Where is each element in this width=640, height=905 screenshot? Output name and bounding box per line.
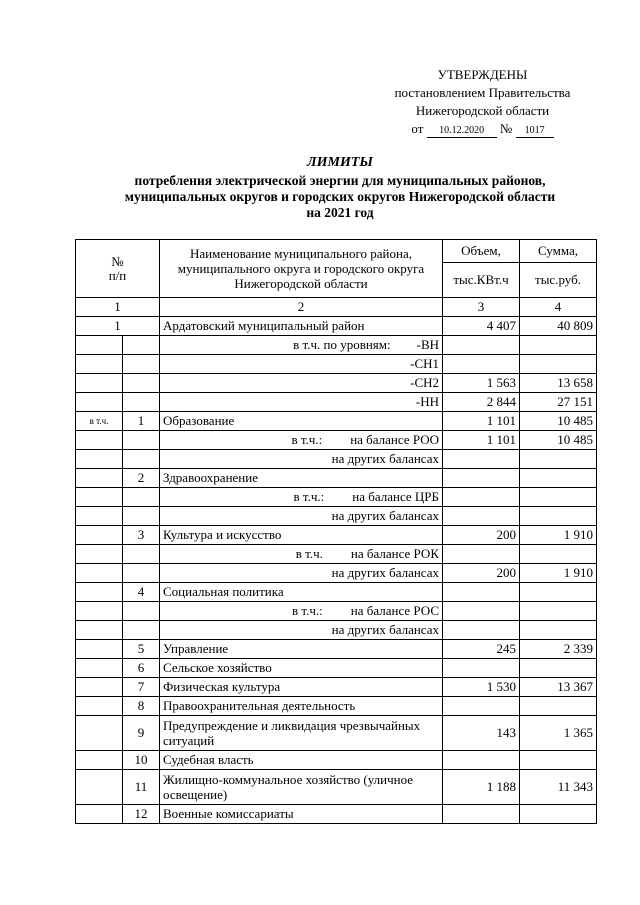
sector-other-row <box>76 564 597 583</box>
sector-row <box>76 526 597 545</box>
row-volume <box>443 659 520 678</box>
sector-volume <box>443 469 520 488</box>
level-sum <box>520 336 597 355</box>
row-num: 7 <box>123 678 160 697</box>
header-row <box>76 240 597 263</box>
document-title: ЛИМИТЫ <box>307 155 373 170</box>
col-number: 2 <box>160 298 443 317</box>
row-sum: 1 365 <box>520 716 597 751</box>
table-row <box>76 770 597 805</box>
level-name: -НН <box>160 393 443 412</box>
balance-other-label: на других балансах <box>160 507 443 526</box>
row-sum <box>520 659 597 678</box>
sector-volume: 1 101 <box>443 412 520 431</box>
limits-table <box>75 239 597 824</box>
balance-own-sum <box>520 545 597 564</box>
row-num: 8 <box>123 697 160 716</box>
sector-sub-label: в т.ч.: <box>292 603 323 618</box>
row-volume: 1 530 <box>443 678 520 697</box>
level-volume: 2 844 <box>443 393 520 412</box>
header-num: № п/п <box>76 240 160 298</box>
header-volume: Объем, <box>443 240 520 263</box>
row-sum: 2 339 <box>520 640 597 659</box>
row-num: 10 <box>123 751 160 770</box>
sector-sub-label: в т.ч. <box>295 546 323 561</box>
column-numbers-row <box>76 298 597 317</box>
header-name: Наименование муниципального района, муниципального округа и городского округа Нижегородской области <box>160 240 443 298</box>
table-row <box>76 697 597 716</box>
document-subtitle-2: муниципальных округов и городских округов Нижегородской области <box>124 189 556 204</box>
balance-own-label: на балансе ЦРБ <box>352 489 439 504</box>
level-sum: 13 658 <box>520 374 597 393</box>
sector-name: Здравоохранение <box>160 469 443 488</box>
row-sum: 11 343 <box>520 770 597 805</box>
sector-sum: 10 485 <box>520 412 597 431</box>
col-number: 3 <box>443 298 520 317</box>
row-num: 6 <box>123 659 160 678</box>
balance-own-label: на балансе РОК <box>350 546 439 561</box>
row-volume: 143 <box>443 716 520 751</box>
balance-own-label: на балансе РОО <box>350 432 439 447</box>
row-num: 12 <box>123 805 160 824</box>
sector-other-row <box>76 507 597 526</box>
balance-other-volume <box>443 507 520 526</box>
row-sum <box>520 751 597 770</box>
approval-date-number <box>360 120 605 138</box>
sector-balance-row <box>76 488 597 507</box>
row-num: 5 <box>123 640 160 659</box>
level-row <box>76 355 597 374</box>
row-sum <box>520 697 597 716</box>
incl-mark: в т.ч. <box>76 412 123 431</box>
approval-block <box>360 66 605 138</box>
level-name: -ВН <box>416 337 439 352</box>
sector-sum <box>520 469 597 488</box>
table-row <box>76 659 597 678</box>
approval-region: Нижегородской области <box>415 103 550 118</box>
row-sum: 13 367 <box>520 678 597 697</box>
header-sum-unit: тыс.руб. <box>520 263 597 298</box>
document-subtitle-1: потребления электрической энергии для муниципальных районов, <box>134 173 546 188</box>
balance-own-sum <box>520 488 597 507</box>
sector-sub-label: в т.ч.: <box>293 489 325 504</box>
balance-own-sum <box>520 602 597 621</box>
table-row <box>76 751 597 770</box>
table-row <box>76 805 597 824</box>
table-row <box>76 716 597 751</box>
sector-name: Социальная политика <box>160 583 443 602</box>
district-num: 1 <box>76 317 160 336</box>
level-volume: 1 563 <box>443 374 520 393</box>
number-label: № <box>499 121 513 136</box>
balance-own-sum: 10 485 <box>520 431 597 450</box>
col-number: 1 <box>76 298 160 317</box>
sector-name: Образование <box>160 412 443 431</box>
sector-volume: 200 <box>443 526 520 545</box>
row-name: Предупреждение и ликвидация чрезвычайных ситуаций <box>160 716 443 751</box>
level-row <box>76 374 597 393</box>
sector-num: 3 <box>123 526 160 545</box>
balance-other-sum <box>520 621 597 640</box>
sector-num: 4 <box>123 583 160 602</box>
sector-row <box>76 469 597 488</box>
balance-own-volume: 1 101 <box>443 431 520 450</box>
from-label: от <box>411 121 424 136</box>
level-row <box>76 393 597 412</box>
row-volume <box>443 751 520 770</box>
approval-title: УТВЕРЖДЕНЫ <box>437 67 528 82</box>
level-volume <box>443 355 520 374</box>
level-sum: 27 151 <box>520 393 597 412</box>
row-num: 11 <box>123 770 160 805</box>
balance-own-volume <box>443 488 520 507</box>
col-number: 4 <box>520 298 597 317</box>
row-name: Правоохранительная деятельность <box>160 697 443 716</box>
district-row <box>76 317 597 336</box>
balance-other-sum: 1 910 <box>520 564 597 583</box>
level-name: -СН2 <box>160 374 443 393</box>
balance-other-sum <box>520 450 597 469</box>
level-volume <box>443 336 520 355</box>
level-name: -СН1 <box>160 355 443 374</box>
row-num: 9 <box>123 716 160 751</box>
row-volume: 1 188 <box>443 770 520 805</box>
balance-own-volume <box>443 602 520 621</box>
row-sum <box>520 805 597 824</box>
sector-num: 1 <box>123 412 160 431</box>
balance-other-label: на других балансах <box>160 564 443 583</box>
row-volume: 245 <box>443 640 520 659</box>
balance-own-label: на балансе РОС <box>350 603 439 618</box>
row-volume <box>443 697 520 716</box>
row-name: Военные комиссариаты <box>160 805 443 824</box>
sector-balance-row <box>76 602 597 621</box>
sector-other-row <box>76 450 597 469</box>
row-name: Сельское хозяйство <box>160 659 443 678</box>
sector-volume <box>443 583 520 602</box>
balance-other-volume: 200 <box>443 564 520 583</box>
document-subtitle-3: на 2021 год <box>306 205 374 220</box>
district-volume: 4 407 <box>443 317 520 336</box>
level-row <box>76 336 597 355</box>
row-name: Жилищно-коммунальное хозяйство (уличное освещение) <box>160 770 443 805</box>
approval-number: 1017 <box>516 125 554 138</box>
row-name: Физическая культура <box>160 678 443 697</box>
district-name: Ардатовский муниципальный район <box>160 317 443 336</box>
balance-own-volume <box>443 545 520 564</box>
district-sum: 40 809 <box>520 317 597 336</box>
sector-balance-row <box>76 545 597 564</box>
header-sum: Сумма, <box>520 240 597 263</box>
sector-other-row <box>76 621 597 640</box>
document-heading <box>60 155 620 221</box>
sector-num: 2 <box>123 469 160 488</box>
sector-sub-label: в т.ч.: <box>291 432 323 447</box>
balance-other-volume <box>443 450 520 469</box>
level-sum <box>520 355 597 374</box>
table-row <box>76 640 597 659</box>
balance-other-volume <box>443 621 520 640</box>
sector-sum: 1 910 <box>520 526 597 545</box>
sector-name: Культура и искусство <box>160 526 443 545</box>
balance-other-sum <box>520 507 597 526</box>
sector-balance-row <box>76 431 597 450</box>
sector-sum <box>520 583 597 602</box>
balance-other-label: на других балансах <box>160 621 443 640</box>
row-name: Судебная власть <box>160 751 443 770</box>
sector-row <box>76 583 597 602</box>
approval-date: 10.12.2020 <box>427 125 497 138</box>
header-volume-unit: тыс.КВт.ч <box>443 263 520 298</box>
table-row <box>76 678 597 697</box>
approval-resolution: постановлением Правительства <box>394 85 571 100</box>
sector-row <box>76 412 597 431</box>
levels-label: в т.ч. по уровням: <box>293 337 391 352</box>
row-name: Управление <box>160 640 443 659</box>
row-volume <box>443 805 520 824</box>
balance-other-label: на других балансах <box>160 450 443 469</box>
